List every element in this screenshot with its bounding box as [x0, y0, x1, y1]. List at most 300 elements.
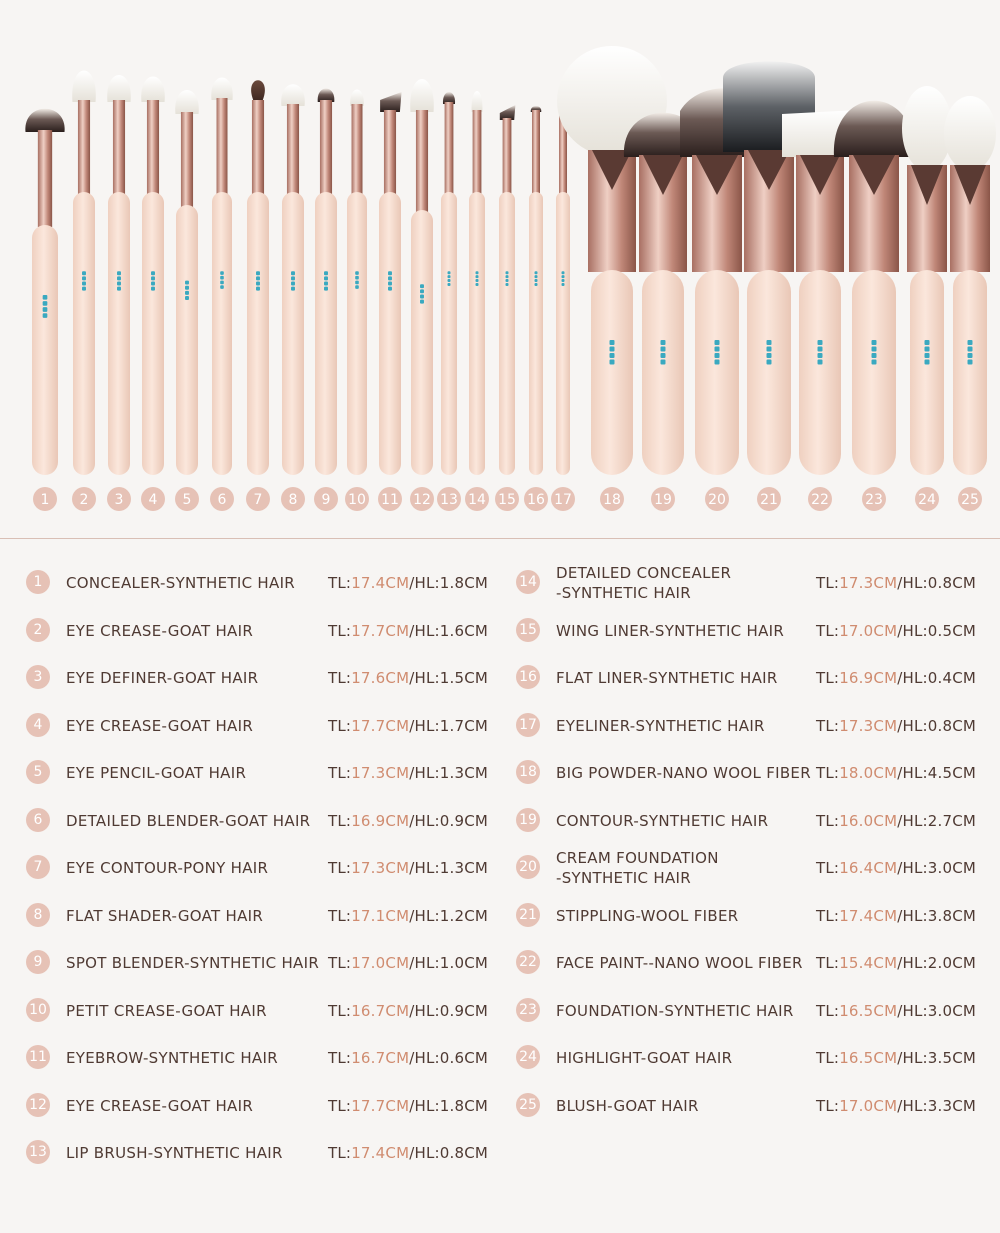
hair-length-unit: CM	[464, 669, 489, 687]
brand-logo-mark	[535, 271, 538, 274]
total-length-unit: CM	[385, 811, 410, 830]
brand-logo-mark	[476, 279, 479, 282]
brush-bristles	[350, 90, 364, 107]
total-length-unit: CM	[873, 716, 898, 735]
total-length-label: TL:	[328, 811, 352, 830]
brand-logo-mark	[220, 281, 224, 285]
brush-number: 4	[148, 492, 158, 508]
total-length-unit: CM	[385, 669, 410, 687]
spec-row	[516, 893, 996, 939]
total-length-label: TL:	[816, 621, 840, 640]
brand-logo-mark	[82, 271, 86, 275]
total-length-unit: CM	[873, 1001, 898, 1020]
total-length-label: TL:	[328, 1144, 352, 1162]
brand-logo-mark	[562, 279, 565, 282]
brush-bristles	[72, 71, 96, 103]
brush-handle-large	[747, 270, 791, 475]
brand-logo-mark	[151, 276, 155, 280]
brush-bristles	[141, 77, 165, 103]
brush-measurements	[328, 1130, 488, 1176]
spec-row	[516, 703, 996, 749]
brand-logo-mark	[872, 353, 877, 358]
total-length-value: 17.1	[351, 906, 386, 925]
brush-number-badge: 23	[516, 998, 540, 1022]
hair-length-label: /HL:	[409, 716, 440, 735]
total-length-unit: CM	[385, 574, 410, 592]
hair-length-label: /HL:	[409, 906, 440, 925]
brand-logo-mark	[661, 340, 666, 345]
brush-number: 19	[654, 492, 672, 508]
brush-number: 11	[381, 492, 399, 508]
total-length-unit: CM	[873, 621, 898, 640]
total-length-value: 17.4	[351, 574, 386, 592]
hair-length-unit: CM	[952, 621, 977, 640]
total-length-label: TL:	[816, 811, 840, 830]
hair-length-unit: CM	[464, 811, 489, 830]
hair-length-unit: CM	[464, 1001, 489, 1020]
hair-length-value: 1.3	[439, 764, 465, 782]
brush-measurements	[328, 845, 488, 891]
brand-logo-mark	[43, 301, 48, 306]
spec-row	[26, 1130, 506, 1176]
brand-logo-mark	[185, 291, 189, 295]
brand-logo-mark	[661, 353, 666, 358]
brush-number-badge: 12	[26, 1093, 50, 1117]
brand-logo-mark	[324, 282, 328, 286]
brush-number-badge: 20	[516, 855, 540, 879]
total-length-value: 17.7	[351, 716, 386, 735]
brand-logo-mark	[610, 353, 615, 358]
total-length-value: 16.7	[351, 1001, 386, 1020]
brand-logo-mark	[925, 353, 930, 358]
total-length-value: 17.0	[839, 621, 874, 640]
hair-length-value: 2.0	[927, 954, 953, 972]
brand-logo-mark	[256, 282, 260, 286]
hair-length-unit: CM	[952, 1001, 977, 1020]
brush-number-badge: 1	[26, 570, 50, 594]
brush-measurements	[816, 703, 976, 749]
brush-number: 18	[603, 492, 621, 508]
brush-handle-large	[695, 270, 739, 475]
hair-length-label: /HL:	[897, 811, 928, 830]
brush-ferrule	[416, 110, 428, 212]
total-length-value: 17.3	[351, 764, 386, 782]
brush-measurements	[328, 750, 488, 796]
brand-logo-mark	[256, 287, 260, 291]
brush-number-badge: 4	[26, 713, 50, 737]
spec-row	[26, 1083, 506, 1129]
hair-length-label: /HL:	[897, 1096, 928, 1115]
brush-measurements	[328, 1083, 488, 1129]
brush-measurements	[816, 1083, 976, 1129]
section-divider	[0, 538, 1000, 539]
brand-logo-mark	[388, 287, 392, 291]
brush-handle	[529, 192, 543, 475]
hair-length-label: /HL:	[409, 574, 440, 592]
hair-length-unit: CM	[952, 1096, 977, 1115]
brush-number-badge: 8	[26, 903, 50, 927]
brush-number: 13	[440, 492, 458, 508]
brush-handle	[441, 192, 457, 475]
brush-number-badge: 13	[26, 1140, 50, 1164]
brush-ferrule	[113, 100, 125, 194]
spec-row	[26, 608, 506, 654]
brand-logo-mark	[420, 284, 424, 288]
brand-logo-mark	[535, 275, 538, 278]
brush-measurements	[328, 655, 488, 701]
brand-logo-mark	[476, 283, 479, 286]
hair-length-value: 3.0	[927, 1001, 953, 1020]
brand-logo-mark	[291, 276, 295, 280]
brand-logo-mark	[117, 276, 121, 280]
brush-bristles	[318, 89, 335, 103]
spec-row	[516, 655, 996, 701]
total-length-label: TL:	[328, 906, 352, 925]
brush-measurements	[816, 608, 976, 654]
brush-handle	[411, 210, 433, 475]
hair-length-unit: CM	[952, 764, 977, 782]
brush-measurements	[816, 893, 976, 939]
brand-logo-mark	[185, 296, 189, 300]
brush-number-badge: 22	[516, 950, 540, 974]
brush-measurements	[328, 703, 488, 749]
brush-number: 16	[527, 492, 545, 508]
brand-logo-mark	[291, 282, 295, 286]
brush-name: EYE PENCIL-GOAT HAIR	[66, 764, 247, 782]
brand-logo-mark	[925, 347, 930, 352]
brush-name: CONTOUR-SYNTHETIC HAIR	[556, 811, 769, 830]
hair-length-label: /HL:	[897, 621, 928, 640]
hair-length-value: 1.8	[439, 1096, 465, 1115]
brush-number-badge: 15	[516, 618, 540, 642]
brush-handle	[108, 192, 130, 475]
total-length-value: 17.3	[839, 574, 874, 592]
brand-logo-mark	[476, 271, 479, 274]
brush-name: CREAM FOUNDATION -SYNTHETIC HAIR	[556, 849, 719, 887]
brush-name: BLUSH-GOAT HAIR	[556, 1096, 699, 1115]
brand-logo-mark	[925, 340, 930, 345]
brush-number-badge: 21	[516, 903, 540, 927]
hair-length-value: 3.3	[927, 1096, 953, 1115]
brand-logo-mark	[610, 347, 615, 352]
brand-logo-mark	[818, 360, 823, 365]
brand-logo-mark	[324, 287, 328, 291]
brush-bristles	[25, 109, 64, 132]
spec-row	[26, 845, 506, 891]
hair-length-unit: CM	[464, 1096, 489, 1115]
brush-number-badge: 17	[516, 713, 540, 737]
brand-logo-mark	[818, 353, 823, 358]
brand-logo-mark	[448, 283, 451, 286]
brush-name: EYE CREASE-GOAT HAIR	[66, 716, 254, 735]
brush-number: 12	[413, 492, 431, 508]
brand-logo-mark	[968, 360, 973, 365]
hair-length-value: 1.0	[439, 954, 465, 972]
total-length-label: TL:	[328, 716, 352, 735]
hair-length-value: 1.2	[439, 906, 465, 925]
hair-length-unit: CM	[464, 954, 489, 972]
hair-length-unit: CM	[464, 859, 489, 877]
total-length-value: 17.4	[351, 1144, 386, 1162]
brand-logo-mark	[506, 275, 509, 278]
brand-logo-mark	[420, 294, 424, 298]
total-length-value: 17.0	[839, 1096, 874, 1115]
brand-logo-mark	[661, 347, 666, 352]
brand-logo-mark	[220, 276, 224, 280]
brand-logo-mark	[43, 295, 48, 300]
brush-number-badge: 9	[26, 950, 50, 974]
brush-name: CONCEALER-SYNTHETIC HAIR	[66, 574, 296, 592]
brand-logo-mark	[562, 283, 565, 286]
brand-logo-mark	[355, 285, 359, 289]
brush-name: PETIT CREASE-GOAT HAIR	[66, 1001, 267, 1020]
hair-length-value: 0.4	[927, 669, 953, 687]
total-length-unit: CM	[873, 906, 898, 925]
brush-ferrule	[287, 104, 299, 194]
total-length-label: TL:	[328, 954, 352, 972]
total-length-label: TL:	[816, 574, 840, 592]
total-length-unit: CM	[385, 1049, 410, 1067]
brush-number: 25	[961, 492, 979, 508]
brush-name: EYE CONTOUR-PONY HAIR	[66, 859, 269, 877]
brush-ferrule	[532, 110, 540, 194]
brush-number-badge: 5	[26, 760, 50, 784]
total-length-label: TL:	[328, 669, 352, 687]
brand-logo-mark	[117, 282, 121, 286]
total-length-unit: CM	[385, 1096, 410, 1115]
brand-logo-mark	[117, 287, 121, 291]
total-length-value: 16.9	[839, 669, 874, 687]
brush-ferrule	[252, 100, 264, 194]
hair-length-label: /HL:	[409, 1144, 440, 1162]
total-length-label: TL:	[328, 764, 352, 782]
brush-number: 3	[114, 492, 124, 508]
brush-measurements	[328, 560, 488, 606]
brush-handle	[315, 192, 337, 475]
spec-row	[26, 750, 506, 796]
hair-length-label: /HL:	[897, 906, 928, 925]
total-length-unit: CM	[385, 906, 410, 925]
brush-number-badge: 11	[26, 1045, 50, 1069]
hair-length-label: /HL:	[409, 1096, 440, 1115]
brush-handle	[499, 192, 515, 475]
hair-length-unit: CM	[464, 621, 489, 640]
hair-length-value: 0.9	[439, 811, 465, 830]
brand-logo-mark	[388, 276, 392, 280]
brand-logo-mark	[872, 347, 877, 352]
brush-ferrule	[217, 98, 228, 194]
hair-length-unit: CM	[952, 1049, 977, 1067]
brush-number: 1	[40, 492, 50, 508]
brush-name: EYEBROW-SYNTHETIC HAIR	[66, 1049, 278, 1067]
hair-length-unit: CM	[952, 811, 977, 830]
brand-logo-mark	[291, 271, 295, 275]
spec-row	[516, 940, 996, 986]
total-length-value: 16.7	[351, 1049, 386, 1067]
brush-number-badge: 19	[516, 808, 540, 832]
hair-length-value: 0.8	[927, 716, 953, 735]
total-length-value: 15.4	[839, 954, 874, 972]
total-length-value: 17.3	[839, 716, 874, 735]
hair-length-value: 3.0	[927, 859, 953, 877]
brush-handle-large	[642, 270, 684, 475]
total-length-unit: CM	[385, 621, 410, 640]
hair-length-value: 0.8	[439, 1144, 465, 1162]
brand-logo-mark	[610, 360, 615, 365]
hair-length-label: /HL:	[409, 621, 440, 640]
total-length-label: TL:	[816, 764, 840, 782]
brush-ferrule	[38, 130, 52, 227]
hair-length-value: 0.8	[927, 574, 953, 592]
hair-length-value: 1.7	[439, 716, 465, 735]
brand-logo-mark	[968, 353, 973, 358]
brush-handle	[379, 192, 401, 475]
brush-number: 17	[554, 492, 572, 508]
hair-length-unit: CM	[464, 1144, 489, 1162]
brush-ferrule	[503, 118, 512, 194]
hair-length-value: 1.5	[439, 669, 465, 687]
brush-name: SPOT BLENDER-SYNTHETIC HAIR	[66, 954, 320, 972]
brush-bristles	[380, 92, 401, 112]
total-length-value: 16.5	[839, 1049, 874, 1067]
brush-ferrule	[445, 102, 454, 194]
brush-name: EYE DEFINER-GOAT HAIR	[66, 669, 259, 687]
total-length-value: 17.0	[351, 954, 386, 972]
spec-row	[26, 798, 506, 844]
brand-logo-mark	[535, 283, 538, 286]
brush-handle	[176, 205, 198, 475]
brand-logo-mark	[715, 347, 720, 352]
total-length-label: TL:	[816, 1049, 840, 1067]
brand-logo-mark	[767, 347, 772, 352]
brand-logo-mark	[151, 282, 155, 286]
hair-length-unit: CM	[464, 716, 489, 735]
total-length-label: TL:	[816, 716, 840, 735]
brand-logo-mark	[767, 353, 772, 358]
brand-logo-mark	[291, 287, 295, 291]
brush-ferrule	[78, 100, 90, 194]
brand-logo-mark	[420, 289, 424, 293]
total-length-unit: CM	[873, 859, 898, 877]
hair-length-unit: CM	[464, 906, 489, 925]
brand-logo-mark	[872, 340, 877, 345]
brush-number: 6	[217, 492, 227, 508]
brush-number: 24	[918, 492, 936, 508]
spec-row	[26, 1035, 506, 1081]
spec-row	[26, 560, 506, 606]
total-length-unit: CM	[385, 716, 410, 735]
brush-number-badge: 7	[26, 855, 50, 879]
brush-number: 10	[348, 492, 366, 508]
brand-logo-mark	[355, 276, 359, 280]
brand-logo-mark	[151, 287, 155, 291]
brush-number-badge: 18	[516, 760, 540, 784]
brush-name: EYELINER-SYNTHETIC HAIR	[556, 716, 765, 735]
brand-logo-mark	[818, 340, 823, 345]
spec-row	[26, 893, 506, 939]
brush-handle-large	[852, 270, 896, 475]
brush-bristles	[211, 78, 232, 101]
total-length-label: TL:	[816, 954, 840, 972]
brush-number: 23	[865, 492, 883, 508]
brush-bristles	[500, 105, 516, 120]
brush-handle	[469, 192, 485, 475]
total-length-unit: CM	[873, 811, 898, 830]
brand-logo-mark	[355, 281, 359, 285]
hair-length-label: /HL:	[897, 954, 928, 972]
hair-length-label: /HL:	[897, 859, 928, 877]
hair-length-label: /HL:	[897, 1001, 928, 1020]
brush-number-badge: 2	[26, 618, 50, 642]
total-length-unit: CM	[873, 1096, 898, 1115]
brush-handle	[347, 192, 367, 475]
brush-ferrule	[384, 110, 396, 194]
brush-measurements	[816, 560, 976, 606]
brand-logo-mark	[968, 347, 973, 352]
total-length-label: TL:	[328, 621, 352, 640]
hair-length-value: 3.8	[927, 906, 953, 925]
total-length-label: TL:	[328, 1096, 352, 1115]
brush-measurements	[816, 988, 976, 1034]
brush-name: DETAILED BLENDER-GOAT HAIR	[66, 811, 311, 830]
brush-bristles	[251, 80, 265, 102]
total-length-label: TL:	[816, 906, 840, 925]
total-length-label: TL:	[816, 859, 840, 877]
brush-name: FOUNDATION-SYNTHETIC HAIR	[556, 1001, 794, 1020]
brand-logo-mark	[818, 347, 823, 352]
hair-length-unit: CM	[952, 574, 977, 592]
total-length-unit: CM	[385, 764, 410, 782]
brand-logo-mark	[185, 281, 189, 285]
total-length-unit: CM	[873, 574, 898, 592]
total-length-unit: CM	[385, 859, 410, 877]
brush-name: HIGHLIGHT-GOAT HAIR	[556, 1049, 733, 1067]
brush-measurements	[816, 1035, 976, 1081]
brush-handle-large	[799, 270, 841, 475]
brush-ferrule	[473, 110, 482, 194]
hair-length-unit: CM	[464, 574, 489, 592]
brush-measurements	[816, 845, 976, 891]
brand-logo-mark	[562, 275, 565, 278]
brand-logo-mark	[82, 282, 86, 286]
brand-logo-mark	[476, 275, 479, 278]
brush-number: 9	[321, 492, 331, 508]
hair-length-unit: CM	[952, 669, 977, 687]
spec-row	[26, 703, 506, 749]
brand-logo-mark	[715, 353, 720, 358]
brush-ferrule	[181, 112, 193, 207]
brush-measurements	[816, 750, 976, 796]
brush-set-illustration	[0, 0, 1000, 525]
total-length-value: 16.9	[351, 811, 386, 830]
spec-row	[26, 940, 506, 986]
brush-measurements	[816, 940, 976, 986]
total-length-unit: CM	[873, 954, 898, 972]
brush-set-graphic	[0, 0, 1000, 525]
spec-row	[26, 988, 506, 1034]
brush-bristles	[410, 79, 434, 112]
brush-measurements	[328, 1035, 488, 1081]
hair-length-label: /HL:	[897, 764, 928, 782]
brush-measurements	[328, 608, 488, 654]
brush-number-badge: 16	[516, 665, 540, 689]
total-length-label: TL:	[328, 1001, 352, 1020]
brand-logo-mark	[220, 285, 224, 289]
brand-logo-mark	[872, 360, 877, 365]
brush-handle	[142, 192, 164, 475]
brush-ferrule	[147, 100, 159, 194]
brush-number: 22	[811, 492, 829, 508]
